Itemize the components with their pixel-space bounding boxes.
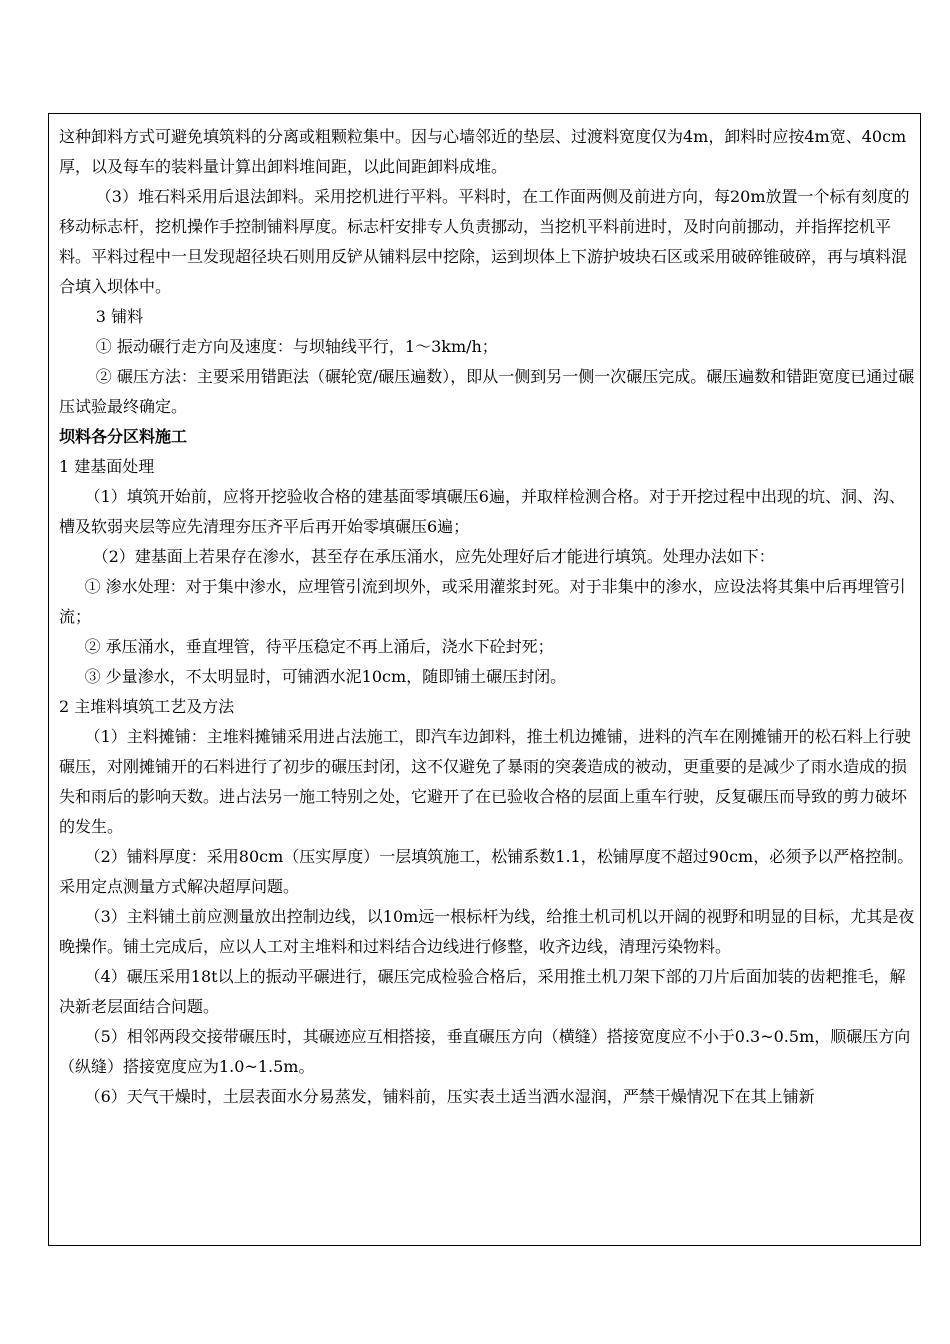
paragraph-main-3: （3）主料铺土前应测量放出控制边线，以10m远一根标杆为线，给推土机司机以开阔的视野和明显的目标，尤其是夜晚操作。铺土完成后，应以人工对主堆料和过料结合边线进行修整，收齐边线，清理污染物料。 xyxy=(59,907,915,956)
paragraph-foundation-2: （2）建基面上若果存在渗水，甚至存在承压涌水，应先处理好后才能进行填筑。处理办法如下： xyxy=(92,547,775,566)
paragraph-unloading-method: 这种卸料方式可避免填筑料的分离或粗颗粒集中。因与心墙邻近的垫层、过渡料宽度仅为4m，卸料时应按4m宽、40cm厚，以及每车的装料量计算出卸料堆间距，以此间距卸料成堆。 xyxy=(59,127,907,176)
document-body xyxy=(59,122,916,1112)
paragraph-rockfill-unloading: （3）堆石料采用后退法卸料。采用挖机进行平料。平料时，在工作面两侧及前进方向，每20m放置一个标有刻度的移动标志杆，挖机操作手控制铺料厚度。标志杆安排专人负责挪动，当挖机平料前进时，及时向前挪动，并指挥挖机平料。平料过程中一旦发现超径块石则用反铲从铺料层中挖除，运到坝体上下游护坡块石区或采用破碎锥破碎，再与填料混合填入坝体中。 xyxy=(59,187,910,296)
subsection-main-fill: 2 主堆料填筑工艺及方法 xyxy=(59,697,235,716)
paragraph-main-1: （1）主料摊铺：主堆料摊铺采用进占法施工，即汽车边卸料，推土机边摊铺，进料的汽车在刚摊铺开的松石料上行驶碾压，对刚摊铺开的石料进行了初步的碾压封闭，这不仅避免了暴雨的突袭造成的被动，更重要的是减少了雨水造成的损失和雨后的影响天数。进占法另一施工特别之处，它避开了在已验收合格的层面上重车行驶，反复碾压而导致的剪力破坏的发生。 xyxy=(59,727,911,836)
paragraph-main-5: （5）相邻两段交接带碾压时，其碾迹应互相搭接，垂直碾压方向（横缝）搭接宽度应不小于0.3~0.5m，顺碾压方向（纵缝）搭接宽度应为1.0~1.5m。 xyxy=(59,1027,911,1076)
document-frame xyxy=(48,113,921,1246)
paragraph-roller-speed: ① 振动碾行走方向及速度：与坝轴线平行，1～3km/h； xyxy=(95,337,498,356)
paragraph-confined-water: ② 承压涌水，垂直埋管，待平压稳定不再上涌后，浇水下砼封死； xyxy=(84,637,554,656)
section-title: 坝料各分区料施工 xyxy=(59,427,188,446)
paragraph-foundation-1: （1）填筑开始前，应将开挖验收合格的建基面零填碾压6遍，并取样检测合格。对于开挖过程中出现的坑、洞、沟、槽及软弱夹层等应先清理夯压齐平后再开始零填碾压6遍； xyxy=(59,487,905,536)
paragraph-seepage: ① 渗水处理：对于集中渗水，应埋管引流到坝外，或采用灌浆封死。对于非集中的渗水，应设法将其集中后再埋管引流； xyxy=(59,577,906,626)
paragraph-main-4: （4）碾压采用18t以上的振动平碾进行，碾压完成检验合格后，采用推土机刀架下部的刀片后面加装的齿耙推毛，解决新老层面结合问题。 xyxy=(59,967,906,1016)
paragraph-minor-seepage: ③ 少量渗水，不太明显时，可铺洒水泥10cm，随即铺土碾压封闭。 xyxy=(84,667,567,686)
paragraph-main-6: （6）天气干燥时，土层表面水分易蒸发，铺料前，压实表土适当洒水湿润，严禁干燥情况下在其上铺新 xyxy=(84,1087,815,1106)
paragraph-main-2: （2）铺料厚度：采用80cm（压实厚度）一层填筑施工，松铺系数1.1，松铺厚度不超过90cm，必须予以严格控制。采用定点测量方式解决超厚问题。 xyxy=(59,847,914,896)
paragraph-rolling-method: ② 碾压方法：主要采用错距法（碾轮宽/碾压遍数），即从一侧到另一侧一次碾压完成。碾压遍数和错距宽度已通过碾压试验最终确定。 xyxy=(59,367,915,416)
heading-spreading: 3 铺料 xyxy=(95,307,144,326)
subsection-foundation: 1 建基面处理 xyxy=(59,457,155,476)
